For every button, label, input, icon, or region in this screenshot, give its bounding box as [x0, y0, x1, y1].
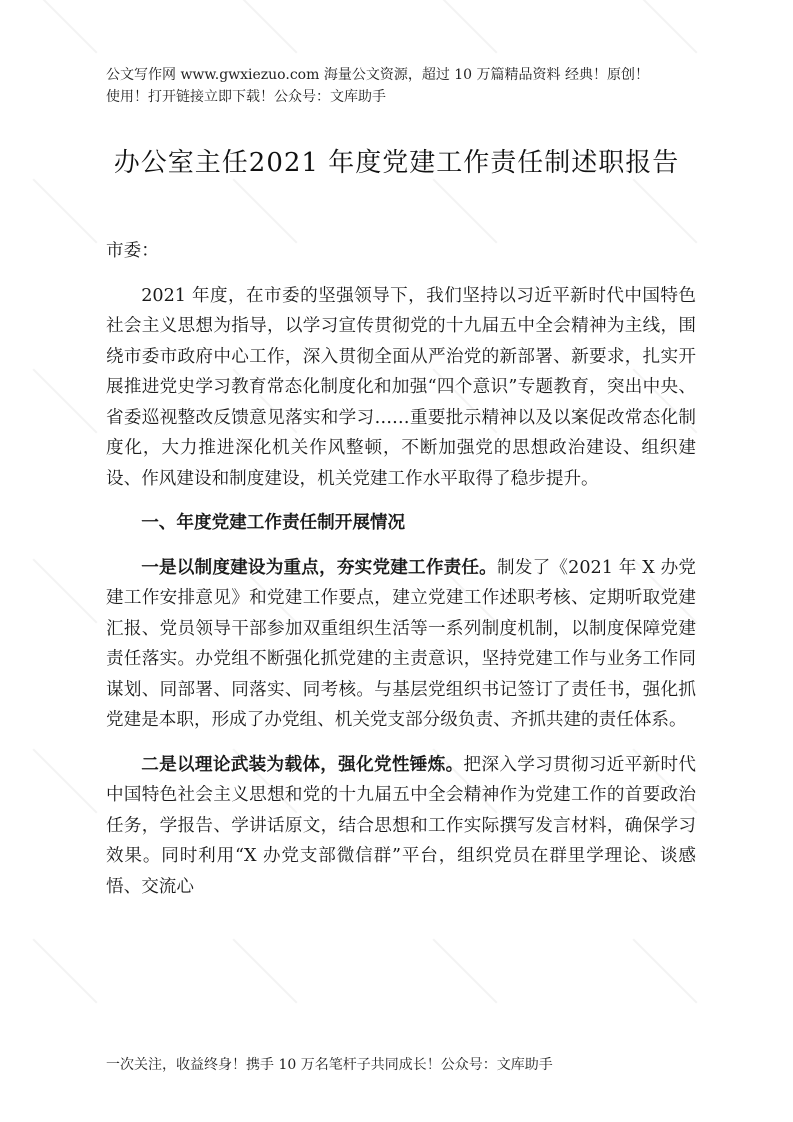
watermark-mark [432, 178, 497, 243]
document-body [106, 236, 696, 916]
watermark-mark [432, 938, 497, 1003]
watermark-mark [632, 938, 697, 1003]
page-header [106, 64, 706, 108]
header-line-2: 使用！打开链接立即下载！公众号：文库助手 [106, 89, 386, 105]
watermark-mark [32, 178, 97, 243]
item-2-lead: 二是以理论武装为载体，强化党性锤炼。 [141, 753, 464, 775]
header-line-1: 公文写作网 www.gwxiezuo.com 海量公文资源，超过 10 万篇精品资料 经典！原创！ [106, 67, 649, 83]
item-1-body: 制发了《2021 年 X 办党建工作安排意见》和党建工作要点，建立党建工作述职考核、定期听取党建汇报、党员领导干部参加双重组织生活等一系列制度机制，以制度保障党建责任落实。办党组不断强化抓党建的主责意识，坚持党建工作与业务工作同谋划、同部署、同落实、同考核。与基层党组织书记签订了责任书，强化抓党建是本职，形成了办党组、机关党支部分级负责、齐抓共建的责任体系。 [106, 557, 696, 730]
watermark-mark [32, 938, 97, 1003]
item-2-paragraph [106, 750, 696, 903]
watermark-mark [32, 0, 97, 54]
page-footer: 一次关注，收益终身！携手 10 万名笔杆子共同成长！公众号：文库助手 [106, 1057, 553, 1073]
item-2-body: 把深入学习贯彻习近平新时代中国特色社会主义思想和党的十九届五中全会精神作为党建工作的首要政治任务，学报告、学讲话原文，结合思想和工作实际撰写发言材料，确保学习效果。同时利用“X 办党支部微信群”平台，组织党员在群里学理论、谈感悟、交流心 [106, 754, 696, 897]
section-heading: 一、年度党建工作责任制开展情况 [141, 512, 406, 533]
watermark-mark [232, 178, 297, 243]
watermark-mark [632, 0, 697, 54]
document-title: 办公室主任2021 年度党建工作责任制述职报告 [113, 148, 680, 178]
watermark-mark [32, 748, 97, 813]
watermark-mark [232, 0, 297, 54]
salutation: 市委： [106, 241, 159, 261]
watermark-mark [432, 0, 497, 54]
intro-paragraph: 2021 年度，在市委的坚强领导下，我们坚持以习近平新时代中国特色社会主义思想为指导，以学习宣传贯彻党的十九届五中全会精神为主线，围绕市委市政府中心工作，深入贯彻全面从严治党的新部署、新要求，扎实开展推进党史学习教育常态化制度化和加强“四个意识”专题教育，突出中央、省委巡视整改反馈意见落实和学习……重要批示精神以及以案促改常态化制度化，大力推进深化机关作风整顿，不断加强党的思想政治建设、组织建设、作风建设和制度建设，机关党建工作水平取得了稳步提升。 [106, 285, 696, 489]
item-1-lead: 一是以制度建设为重点，夯实党建工作责任。 [141, 556, 497, 578]
item-1-paragraph [106, 553, 696, 736]
watermark-mark [632, 178, 697, 243]
watermark-mark [32, 368, 97, 433]
watermark-mark [32, 558, 97, 623]
watermark-mark [232, 938, 297, 1003]
